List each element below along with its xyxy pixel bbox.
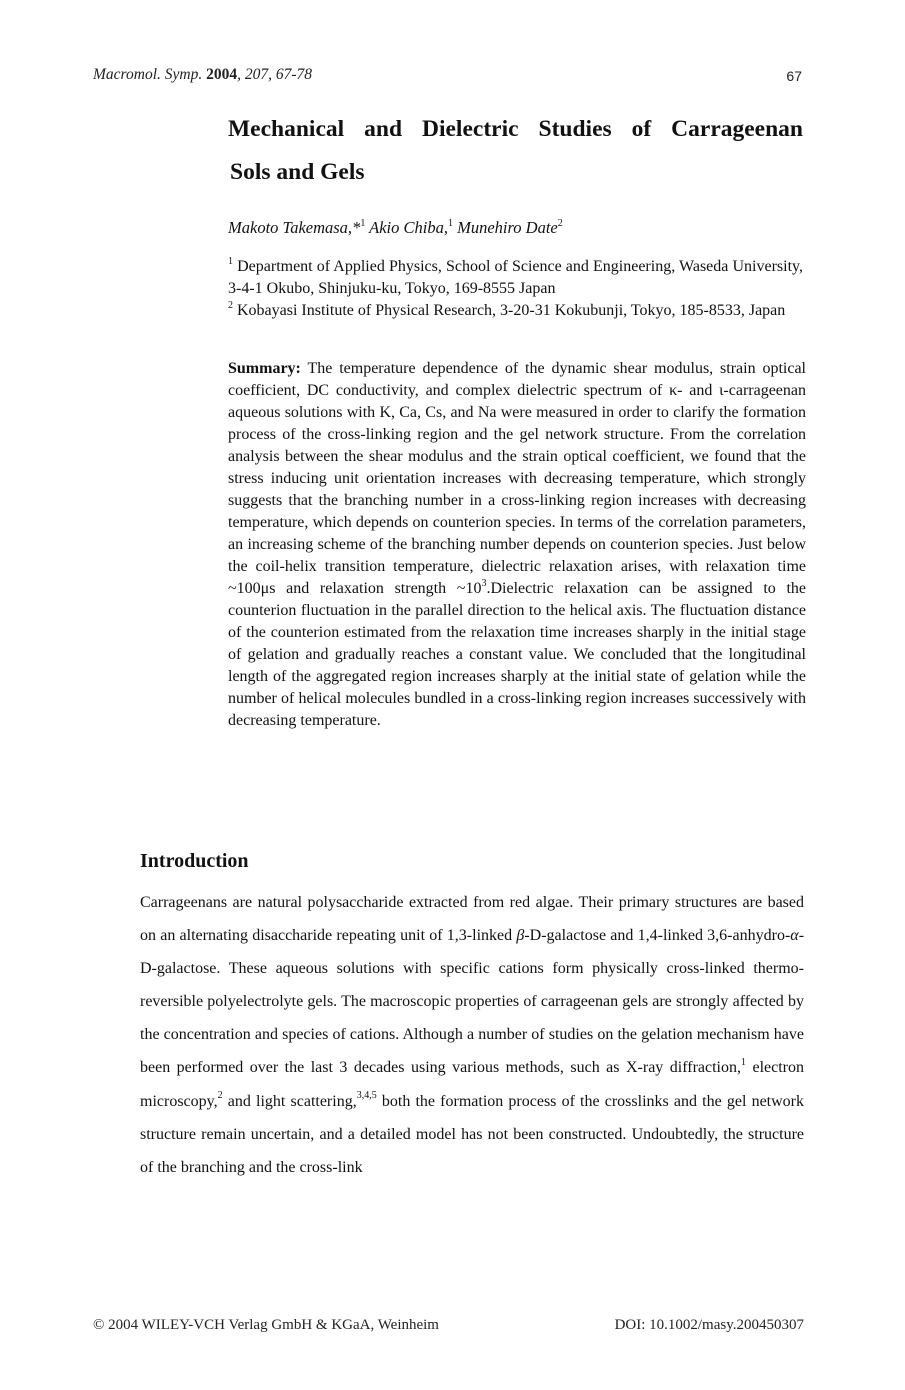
journal-year: 2004 bbox=[206, 66, 238, 83]
intro-text-1: Carrageenans are natural polysaccharide extracted from red algae. Their primary structures are based on an alternating disaccharide repeating unit of 1,3-linked bbox=[140, 894, 804, 945]
abstract-superscript: 3 bbox=[481, 577, 487, 589]
citation-3: 3,4,5 bbox=[356, 1090, 377, 1102]
alpha-symbol: α bbox=[790, 927, 799, 945]
affiliation-2-mark: 2 bbox=[228, 299, 233, 311]
abstract-label: Summary: bbox=[228, 360, 301, 377]
author-3-affil: 2 bbox=[557, 217, 563, 229]
author-list bbox=[228, 218, 563, 238]
intro-text-3: -D-galactose. These aqueous solutions with specific cations form physically cross-linked thermo-reversible polyelectrolyte gels. The macroscopic properties of carrageenan gels are strongly affected by the concentration and species of cations. Although a number of studies on the gelation mechanism have been performed over the last 3 decades using various methods, such as X-ray diffraction, bbox=[140, 927, 805, 1077]
beta-symbol: β bbox=[516, 927, 525, 945]
copyright-notice: © 2004 WILEY-VCH Verlag GmbH & KGaA, Weinheim bbox=[93, 1317, 439, 1333]
intro-text-5: and light scattering, bbox=[222, 1092, 357, 1110]
page-number: 67 bbox=[786, 68, 802, 84]
citation-1: 1 bbox=[741, 1057, 746, 1069]
introduction-paragraph bbox=[140, 886, 804, 1184]
volume-pages: , 207, 67-78 bbox=[237, 66, 312, 83]
intro-text-6: both the formation process of the crosslinks and the gel network structure remain uncertain, and a detailed model has not been constructed. Undoubtedly, the structure of the branching and the cross-link bbox=[140, 1092, 804, 1176]
affiliation-2-text: Kobayasi Institute of Physical Research, 3-20-31 Kokubunji, Tokyo, 185-8533, Japan bbox=[233, 302, 786, 319]
abstract bbox=[228, 358, 806, 732]
affiliation-1-text: Department of Applied Physics, School of Science and Engineering, Waseda University, 3-4-1 Okubo, Shinjuku-ku, Tokyo, 169-8555 Japan bbox=[228, 258, 803, 297]
author-2: Akio Chiba, bbox=[365, 218, 448, 237]
paper-title bbox=[228, 108, 803, 194]
intro-text-2: -D-galactose and 1,4-linked 3,6-anhydro- bbox=[524, 927, 791, 945]
affiliation-2 bbox=[228, 300, 803, 322]
intro-text-4: electron microscopy, bbox=[140, 1059, 804, 1110]
author-1: Makoto Takemasa,* bbox=[228, 218, 361, 237]
abstract-text-2: .Dielectric relaxation can be assigned to the counterion fluctuation in the parallel direction to the helical axis. The fluctuation distance of the counterion estimated from the relaxation time increases sharply in the initial stage of gelation and gradually reaches a constant value. We concluded that the longitudinal length of the aggregated region increases sharply at the initial state of gelation while the number of helical molecules bundled in a cross-linking region increases successively with decreasing temperature. bbox=[228, 580, 807, 729]
abstract-text-1: The temperature dependence of the dynamic shear modulus, strain optical coefficient, DC conductivity, and complex dielectric spectrum of κ- and ι-carrageenan aqueous solutions with K, Ca, Cs, and Na were measured in order to clarify the formation process of the cross-linking region and the gel network structure. From the correlation analysis between the shear modulus and the strain optical coefficient, we found that the stress inducing unit orientation increases with decreasing temperature, which strongly suggests that the branching number in a cross-linking region increases with decreasing temperature, which depends on counterion species. In terms of the correlation parameters, an increasing scheme of the branching number depends on counterion species. Just below the coil-helix transition temperature, dielectric relaxation arises, with relaxation time ~100μs and relaxation strength ~10 bbox=[228, 360, 806, 597]
author-1-affil: 1 bbox=[360, 217, 366, 229]
author-2-affil: 1 bbox=[447, 217, 453, 229]
section-heading-introduction: Introduction bbox=[140, 850, 249, 872]
affiliation-1 bbox=[228, 256, 803, 300]
citation-2: 2 bbox=[217, 1090, 223, 1102]
author-3: Munehiro Date bbox=[452, 218, 558, 237]
affiliations bbox=[228, 256, 803, 322]
affiliation-1-mark: 1 bbox=[228, 255, 233, 267]
title-line-2: Sols and Gels bbox=[230, 159, 365, 185]
running-header-citation bbox=[93, 66, 312, 84]
journal-name: Macromol. Symp. bbox=[93, 66, 203, 83]
doi: DOI: 10.1002/masy.200450307 bbox=[614, 1317, 804, 1333]
title-line-1: Mechanical and Dielectric Studies of Carrageenan bbox=[228, 116, 803, 142]
